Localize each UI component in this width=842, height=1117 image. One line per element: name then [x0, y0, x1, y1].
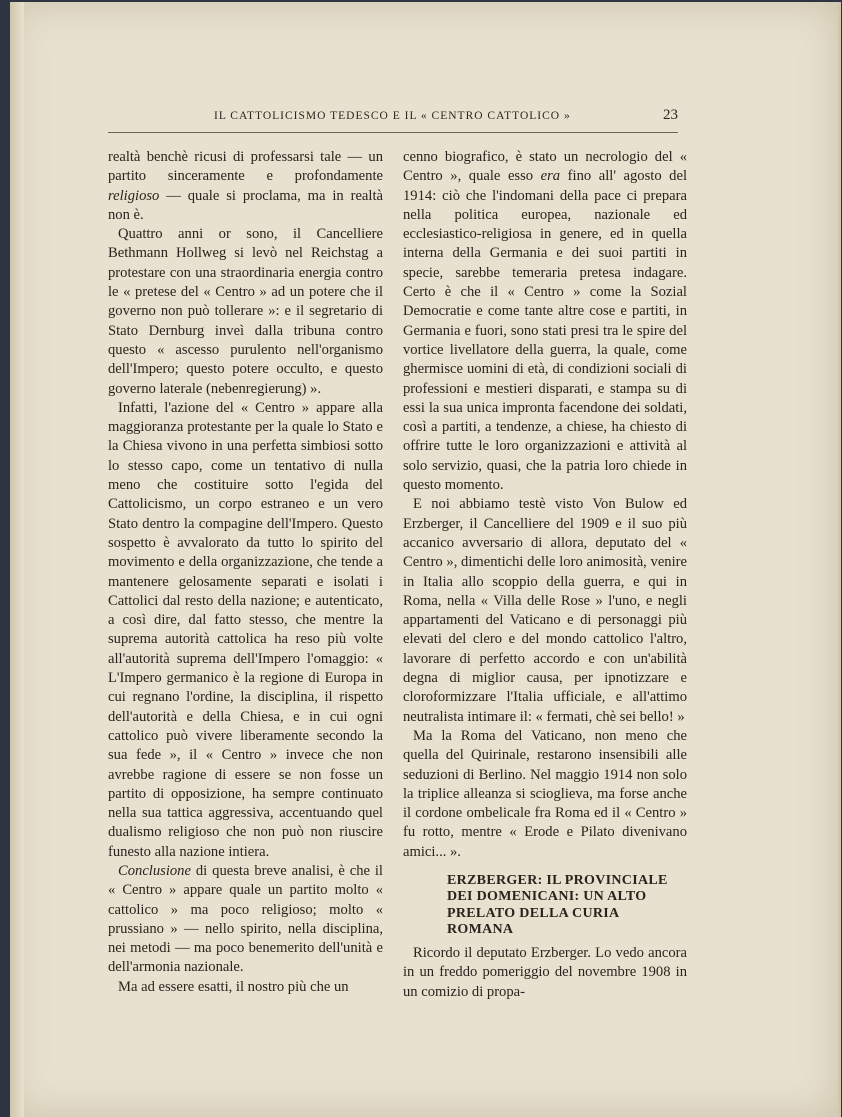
header-rule — [108, 132, 678, 133]
paragraph: realtà benchè ricusi di professarsi tale — un partito sinceramente e profondamente religioso — quale si proclama, ma in realtà non è. — [108, 149, 383, 223]
page-header — [204, 107, 678, 128]
page-spine-shadow — [10, 2, 24, 1117]
paragraph: Quattro anni or sono, il Cancelliere Bethmann Hollweg si levò nel Reichstag a protestare con una straordinaria energia contro le « pretese del « Centro » ad un potere che il governo non può tollerare »: e il segretario di Stato Dernburg inveì dalla tribuna contro questo « ascesso purulento nell'organismo dell'Impero; questo potere occulto, e questo governo laterale (nebenregierung) ». — [108, 226, 383, 397]
running-title: IL CATTOLICISMO TEDESCO E IL « CENTRO CATTOLICO » — [214, 110, 571, 122]
paragraph: Infatti, l'azione del « Centro » appare alla maggioranza protestante per la quale lo Stato e la Chiesa vivono in una perfetta simbiosi sotto lo stesso capo, come un tentativo di nulla meno che costituire sotto l'egida del Cattolicismo, un corpo estraneo e un vero Stato dentro la compagine dell'Impero. Questo sospetto è avvalorato da tutto lo spirito del movimento e della organizzazione, che tende a mantenere gelosamente separati e isolati i Cattolici dal resto della nazione; e autenticato, a così dire, dal fatto stesso, che mentre la suprema autorità cattolica ha reso più volte all'autorità suprema dell'Impero l'omaggio: « L'Impero germanico è la regione di Europa in cui regnano l'ordine, la disciplina, il rispetto dell'autorità e della Chiesa, e in cui ogni cattolico può vivere liberamente secondo la sua fede », il « Centro » invece che non avrebbe ragione di essere se non fosse un partito di opposizione, ha sempre continuato nella sua tattica aggressiva, accentuando quel dualismo religioso che non può non riuscire funesto alla nazione intiera. — [108, 399, 383, 860]
paragraph: Ma ad essere esatti, il nostro più che un — [118, 978, 349, 995]
paragraph: Ma la Roma del Vaticano, non meno che quella del Quirinale, restarono insensibili alle seduzioni di Berlino. Nel maggio 1914 non solo la triplice alleanza si scioglieva, ma forse anche il cordone ombelicale fra Roma ed il « Centro » fu rotto, mentre « Erode e Pilato divenivano amici... ». — [403, 727, 687, 860]
right-column — [403, 148, 687, 1002]
paragraph: cenno biografico, è stato un necrologio del « Centro », quale esso era fino all' agosto del 1914: ciò che l'indomani della pace ci prepara nella politica europea, nazionale ed ecclesiastico-religiosa in genere, ed in quella interna della Germania e dei suoi partiti in specie, sarebbe temeraria pretesa indagare. Certo è che il « Centro » come la Sozial Democratie e come tante altre cose e partiti, in Germania e fuori, sono stati presi tra le spire del vortice livellatore della guerra, la quale, come ghermisce uomini di età, di condizioni sociali di professioni e mestieri disparati, e stampa su di essi la sua unica impronta facendone dei soldati, così a partiti, a tendenze, a chiese, ha chiesto di offrire tutte le loro organizzazioni e attività al solo servizio, quasi, che la patria loro chiede in questo momento. — [403, 149, 687, 494]
section-heading: ERZBERGER: IL PROVINCIALE DEI DOMENICANI: UN ALTO PRELATO DELLA CURIA ROMANA — [447, 872, 668, 938]
page-number: 23 — [663, 107, 678, 123]
paragraph: Conclusione di questa breve analisi, è che il « Centro » appare quale un partito molto « cattolico » ma poco religioso; molto « prussiano » — nello spirito, nella disciplina, nei metodi — ma poco benemerito dell'unità e dell'armonia nazionale. — [108, 862, 383, 976]
paragraph: Ricordo il deputato Erzberger. Lo vedo ancora in un freddo pomeriggio del novembre 1908 in un comizio di propa- — [403, 944, 687, 1000]
left-column — [108, 148, 383, 997]
paragraph: E noi abbiamo testè visto Von Bulow ed Erzberger, il Cancelliere del 1909 e il suo più accanico avversario di allora, deputato del « Centro », dimentichi delle loro animosità, venire in Italia allo scoppio della guerra, e qui in Roma, nella « Villa delle Rose » l'uno, e negli appartamenti del Vaticano e di personaggi più elevati del clero e del mondo cattolico l'altro, lavorare di perfetto accordo e con un'abilità degna di miglior causa, per ipnotizzare e cloroformizzare l'Italia ufficiale, e all'attimo neutralista intimare il: « fermati, chè sei bello! » — [403, 496, 687, 725]
